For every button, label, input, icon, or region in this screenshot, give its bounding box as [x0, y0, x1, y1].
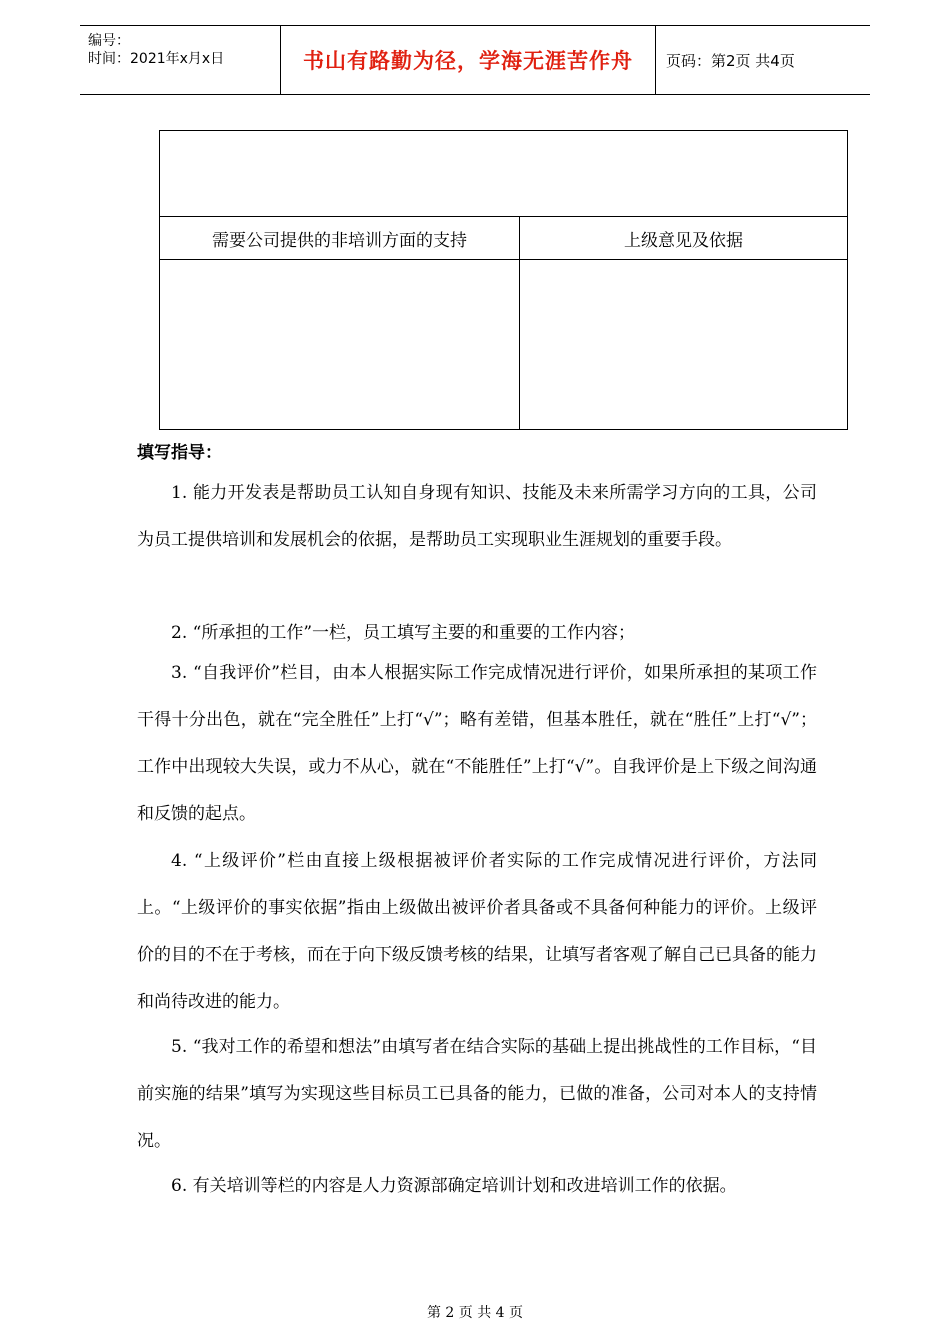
non-training-support-header: 需要公司提供的非培训方面的支持: [160, 217, 520, 260]
supervisor-opinion-header: 上级意见及依据: [520, 217, 847, 260]
header-motto: 书山有路勤为径，学海无涯苦作舟: [281, 26, 656, 94]
header-page-label: 页码：第2页 共4页: [666, 51, 795, 70]
document-header: [80, 25, 870, 95]
support-form-table: [159, 130, 848, 430]
guide-item-2: 2. “所承担的工作”一栏，员工填写主要的和重要的工作内容；: [171, 623, 636, 643]
header-meta-cell: [80, 26, 281, 94]
form-blank-row: [160, 131, 847, 217]
guide-item-3: 3. “自我评价”栏目，由本人根据实际工作完成情况进行评价，如果所承担的某项工作干得十分出色，就在“完全胜任”上打“√”；略有差错，但基本胜任，就在“胜任”上打“√”；工作中出现较大失误，或力不从心，就在“不能胜任”上打“√”。自我评价是上下级之间沟通和反馈的起点。: [137, 663, 817, 824]
document-time-label: 时间：2021年x月x日: [88, 51, 225, 67]
guide-item-5: 5. “我对工作的希望和想法”由填写者在结合实际的基础上提出挑战性的工作目标，“目前实施的结果”填写为实现这些目标员工已具备的能力，已做的准备，公司对本人的支持情况。: [137, 1037, 817, 1151]
non-training-support-field[interactable]: [160, 260, 520, 429]
page-footer: 第 2 页 共 4 页: [426, 1305, 524, 1321]
guide-item-4: 4. “上级评价”栏由直接上级根据被评价者实际的工作完成情况进行评价，方法同上。“上级评价的事实依据”指由上级做出被评价者具备或不具备何种能力的评价。上级评价的目的不在于考核，而在于向下级反馈考核的结果，让填写者客观了解自己已具备的能力和尚待改进的能力。: [137, 851, 817, 1012]
guide-title: 填写指导：: [137, 443, 222, 463]
guide-item-1: 1. 能力开发表是帮助员工认知自身现有知识、技能及未来所需学习方向的工具，公司为员工提供培训和发展机会的依据，是帮助员工实现职业生涯规划的重要手段。: [137, 483, 817, 550]
guide-item-6: 6. 有关培训等栏的内容是人力资源部确定培训计划和改进培训工作的依据。: [171, 1176, 737, 1196]
document-number-label: 编号：: [88, 33, 130, 49]
